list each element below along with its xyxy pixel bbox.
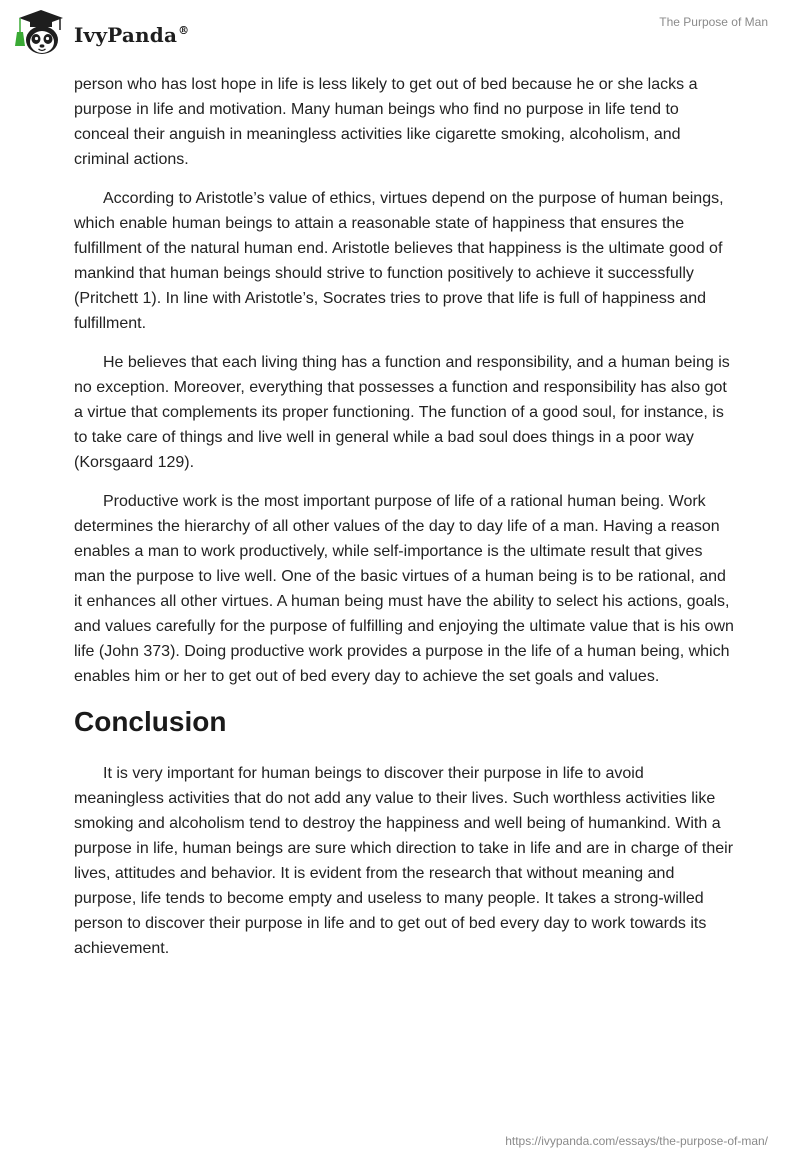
paragraph-aristotle: According to Aristotle’s value of ethics, virtues depend on the purpose of human beings, which enable human beings to attain a reasonable state of happiness that ensures the fulfillment of the natural human end. Aristotle believes that happiness is the ultimate good of mankind that human beings should strive to function positively to achieve it successfully (Pritchett 1). In line with Aristotle’s, Socrates tries to prove that life is full of happiness and fulfillment. — [74, 190, 724, 332]
document-title: The Purpose of Man — [659, 15, 768, 29]
paragraph-productive-work: Productive work is the most important purpose of life of a rational human being. Work determines the hierarchy of all other values of the day to day life of a man. Having a reason enables a man to work productively, while self-importance is the ultimate result that gives man the purpose to live well. One of the basic virtues of a human being is to be rational, and it enhances all other virtues. A human being must have the ability to select his actions, goals, and values carefully for the purpose of fulfilling and enjoying the ultimate value that is his own life (John 373). Doing productive work provides a purpose in the life of a human being, which enables him or her to get out of bed every day to achieve the set goals and values. — [74, 493, 734, 685]
panda-graduate-icon — [14, 8, 68, 56]
page-header — [0, 0, 800, 70]
registered-mark: ® — [178, 24, 190, 38]
paragraph-function: He believes that each living thing has a function and responsibility, and a human being is no exception. Moreover, everything that possesses a function and responsibility has also got a virtue that complements its proper functioning. The function of a good soul, for instance, is to take care of things and live well in general while a bad soul does things in a poor way (Korsgaard 129). — [74, 354, 730, 471]
paragraph-continued: person who has lost hope in life is less likely to get out of bed because he or she lacks a purpose in life and motivation. Many human beings who find no purpose in life tend to conceal their anguish in meaningless activities like cigarette smoking, alcoholism, and criminal actions. — [74, 76, 698, 168]
essay-body — [74, 72, 734, 975]
conclusion-heading: Conclusion — [74, 706, 227, 737]
source-url-link[interactable]: https://ivypanda.com/essays/the-purpose-of-man/ — [505, 1134, 768, 1148]
ivypanda-logo[interactable] — [14, 8, 189, 56]
brand-name: IvyPanda® — [74, 23, 190, 47]
paragraph-conclusion: It is very important for human beings to discover their purpose in life to avoid meaningless activities that do not add any value to their lives. Such worthless activities like smoking and alcoholism tend to destroy the happiness and well being of humankind. With a purpose in life, human beings are sure which direction to take in life and are in charge of their lives, attitudes and behavior. It is evident from the research that without meaning and purpose, life tends to become empty and useless to many people. It takes a strong-willed person to discover their purpose in life and to get out of bed every day to work towards its achievement. — [74, 765, 734, 957]
